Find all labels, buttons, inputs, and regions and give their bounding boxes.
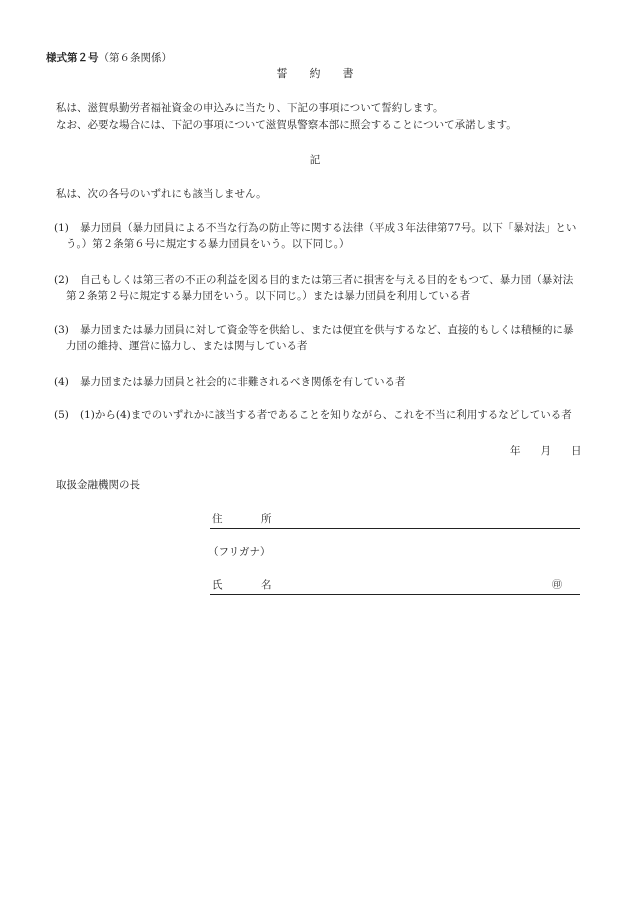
name-label: 氏 名: [212, 579, 286, 591]
name-field[interactable]: [210, 578, 580, 595]
clause-item-1: [54, 221, 590, 253]
lead-sentence: 私は、次の各号のいずれにも該当しません。: [56, 188, 267, 200]
clause-text-line-2: 力団の維持、運営に協力し、または関与している者: [66, 339, 308, 352]
clause-item-4: [54, 375, 590, 391]
clause-number: (3): [54, 324, 69, 336]
clause-item-2: [54, 273, 590, 305]
clause-text-line-2: 第２条第２号に規定する暴力団をいう。以下同じ。）または暴力団員を利用している者: [66, 289, 471, 302]
clause-text-line-1: (1)から(4)までのいずれかに該当する者であることを知りながら、これを不当に利用するなどしている者: [80, 409, 572, 421]
clause-number: (1): [54, 222, 69, 234]
clause-text-line-1: 暴力団員（暴力団員による不当な行為の防止等に関する法律（平成３年法律第77号。以下「暴対法」とい: [80, 222, 577, 234]
furigana-label: （フリガナ）: [208, 546, 271, 558]
clause-text-line-2: う。）第２条第６号に規定する暴力団員をいう。以下同じ。）: [66, 237, 350, 250]
clause-item-5: [54, 408, 590, 424]
address-label: 住 所: [212, 513, 286, 525]
intro-line-2: なお、必要な場合には、下記の事項について滋賀県警察本部に照会することについて承諾します。: [56, 119, 517, 131]
clause-text-line-1: 暴力団または暴力団員に対して資金等を供給し、または便宜を供与するなど、直接的もしくは積極的に暴: [80, 324, 574, 336]
seal-mark: ㊞: [552, 580, 562, 591]
date-year: 年: [510, 445, 521, 457]
form-number-line: [46, 51, 172, 67]
intro-line-1: 私は、滋賀県勤労者福祉資金の申込みに当たり、下記の事項について誓約します。: [56, 102, 444, 114]
date-month: 月: [540, 445, 551, 457]
addressee: 取扱金融機関の長: [56, 479, 140, 491]
form-number: 様式第２号: [46, 52, 99, 64]
address-field[interactable]: [210, 512, 580, 529]
clause-number: (4): [54, 376, 69, 388]
document-title: 誓 約 書: [276, 67, 354, 80]
clause-number: (5): [54, 409, 69, 421]
clause-text-line-1: 暴力団または暴力団員と社会的に非難されるべき関係を有している者: [80, 376, 406, 388]
clause-item-3: [54, 323, 590, 355]
form-reference: （第６条関係）: [98, 52, 172, 64]
date-line: [510, 444, 582, 460]
clause-text-line-1: 自己もしくは第三者の不正の利益を図る目的または第三者に損害を与える目的をもつて、暴力団（暴対法: [80, 274, 574, 286]
ki-heading: 記: [309, 154, 321, 166]
clause-number: (2): [54, 274, 69, 286]
date-day: 日: [571, 445, 582, 457]
